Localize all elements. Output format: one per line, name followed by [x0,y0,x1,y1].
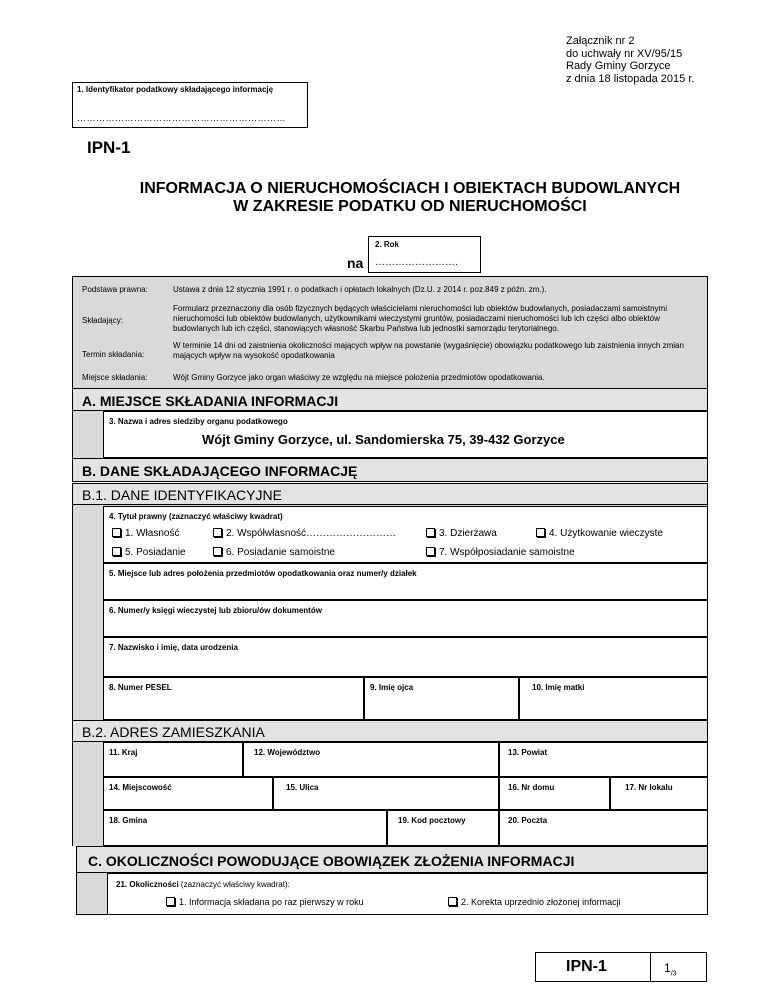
taxpayer-id-value: ………………………………………………………… [77,113,286,123]
tax-office-value: Wójt Gminy Gorzyce, ul. Sandomierska 75, 39-432 Gorzyce [202,432,565,447]
country-field[interactable] [103,742,243,777]
checkbox-icon[interactable] [166,897,175,906]
attachment-line: Załącznik nr 2 [566,35,635,47]
checkbox-icon[interactable] [112,528,121,537]
page-number [664,961,677,977]
option-label: 6. Posiadanie samoistne [226,547,335,558]
circumstances-label-wrap [116,880,290,889]
info-box [72,276,708,388]
footer-divider [650,953,651,981]
attachment-line: Rady Gminy Gorzyce [566,60,671,72]
page-current: 1 [664,961,671,975]
footer-box [535,952,707,982]
option-posiadanie-samoistne[interactable] [213,546,335,558]
county-label: 13. Powiat [508,748,548,757]
option-wlasnosc[interactable] [112,527,179,539]
attachment-note [566,35,694,85]
form-title-line: W ZAKRESIE PODATKU OD NIERUCHOMOŚCI [233,198,587,215]
property-location-field[interactable] [103,563,708,600]
option-label: 1. Własność [125,528,180,539]
circumstances-hint: (zaznaczyć właściwy kwadrat): [178,880,290,889]
tax-office-label: 3. Nazwa i adres siedziby organu podatkowego [109,417,288,426]
form-title-line: INFORMACJA O NIERUCHOMOŚCIACH I OBIEKTACH BUDOWLANYCH [139,180,681,197]
checkbox-icon[interactable] [213,547,222,556]
footer-form-code: IPN-1 [566,958,607,975]
year-label: 2. Rok [375,240,400,249]
name-birthdate-field[interactable] [103,637,708,677]
commune-field[interactable] [103,810,387,846]
taxpayer-id-label: 1. Identyfikator podatkowy składającego informację [77,85,274,94]
name-birthdate-label: 7. Nazwisko i imię, data urodzenia [109,643,238,652]
checkbox-icon[interactable] [536,528,545,537]
legal-basis-value: Ustawa z dnia 12 stycznia 1991 r. o podatkach i opłatach lokalnych (Dz.U. z 2014 r. poz.849 z późn. zm.). [173,285,547,294]
pesel-field[interactable] [103,677,364,720]
land-register-label: 6. Numer/y księgi wieczystej lub zbioru/ów dokumentów [109,606,322,615]
post-office-field[interactable] [499,810,708,846]
deadline-value: W terminie 14 dni od zaistnienia okoliczności mających wpływ na powstanie (wygaśnięcie) obowiązku podatkowego lub zaistnienia innych zmian mających wpływ na wysokość opodatkowania [173,341,684,360]
na-label: na [347,255,364,271]
apartment-number-field[interactable] [610,777,708,810]
legal-title-label: 4. Tytuł prawny (zaznaczyć właściwy kwadrat) [109,512,283,521]
post-office-label: 20. Poczta [508,816,548,825]
section-b1-header: B.1. DANE IDENTYFIKACYJNE [72,483,708,505]
commune-label: 18. Gmina [109,816,148,825]
section-a-header: A. MIEJSCE SKŁADANIA INFORMACJI [72,388,708,411]
town-field[interactable] [103,777,273,810]
option-label: 2. Korekta uprzednio złożonej informacji [461,897,621,907]
section-c-header: C. OKOLICZNOŚCI POWODUJĄCE OBOWIĄZEK ZŁOŻENIA INFORMACJI [76,846,708,873]
town-label: 14. Miejscowość [109,783,172,792]
checkbox-icon[interactable] [448,897,457,906]
street-field[interactable] [273,777,499,810]
option-label: 3. Dzierżawa [439,528,497,539]
checkbox-icon[interactable] [426,528,435,537]
father-name-label: 9. Imię ojca [370,683,414,692]
county-field[interactable] [499,742,708,777]
option-label: 2. Współwłasność……………………… [226,528,397,539]
option-label: 5. Posiadanie [125,547,186,558]
checkbox-icon[interactable] [213,528,222,537]
option-wspolwlasnosc[interactable] [213,527,396,539]
option-first-submission[interactable] [166,896,364,907]
voivodeship-field[interactable] [243,742,499,777]
option-wspolposiadanie[interactable] [426,546,575,558]
legal-title-field [103,506,708,563]
attachment-line: do uchwały nr XV/95/15 [566,47,683,60]
option-dzierzawa[interactable] [426,527,497,539]
option-label: 7. Współposiadanie samoistne [439,547,575,558]
house-number-field[interactable] [499,777,610,810]
option-correction[interactable] [448,896,621,907]
country-label: 11. Kraj [109,748,138,757]
deadline-key: Termin składania: [82,350,145,359]
land-register-field[interactable] [103,600,708,637]
tax-office-field[interactable] [103,411,708,458]
option-uzytkowanie[interactable] [536,527,663,539]
checkbox-icon[interactable] [112,547,121,556]
house-number-label: 16. Nr domu [508,783,555,792]
place-value: Wójt Gminy Gorzyce jako organ właściwy ze względu na miejsce położenia przedmiotów opodatkowania. [173,373,545,382]
pesel-label: 8. Numer PESEL [109,683,172,692]
attachment-line: z dnia 18 listopada 2015 r. [566,72,695,85]
form-code: IPN-1 [87,138,131,157]
street-label: 15. Ulica [286,783,319,792]
legal-basis-key: Podstawa prawna: [82,285,148,294]
circumstances-field [107,873,708,915]
mother-name-label: 10. Imię matki [532,683,585,692]
mother-name-field[interactable] [519,677,708,720]
option-label: 1. Informacja składana po raz pierwszy w roku [179,897,364,907]
option-posiadanie[interactable] [112,546,186,558]
page-total: /3 [670,970,677,978]
year-field[interactable] [368,236,481,273]
year-value: ……………………. [375,257,458,268]
father-name-field[interactable] [364,677,519,720]
place-key: Miejsce składania: [82,373,148,382]
postal-code-label: 19. Kod pocztowy [398,816,466,825]
voivodeship-label: 12. Województwo [254,748,321,757]
postal-code-field[interactable] [387,810,499,846]
form-title [60,180,760,216]
apartment-number-label: 17. Nr lokalu [625,783,673,792]
checkbox-icon[interactable] [426,547,435,556]
taxpayer-id-field[interactable] [72,82,308,128]
submitter-key: Składający: [82,316,123,325]
property-location-label: 5. Miejsce lub adres położenia przedmiotów opodatkowania oraz numer/y działek [109,569,417,578]
option-label: 4. Użytkowanie wieczyste [549,528,663,539]
submitter-value: Formularz przeznaczony dla osób fizycznych będących właścicielami nieruchomości lub obiektów budowlanych, posiadaczami samoistnymi nieruchomości lub obiektów budowlanych, użytkownikami wieczystymi gruntów, posiadaczami nieruchomości lub ich części albo obiektów budowlanych lub ich części, stanowiących własność Skarbu Państwa lub jednostki samorządu terytorialnego. [173,304,667,333]
section-b-header: B. DANE SKŁADAJĄCEGO INFORMACJĘ [72,458,708,482]
section-b2-header: B.2. ADRES ZAMIESZKANIA [72,720,708,742]
circumstances-label: 21. Okoliczności [116,880,179,889]
